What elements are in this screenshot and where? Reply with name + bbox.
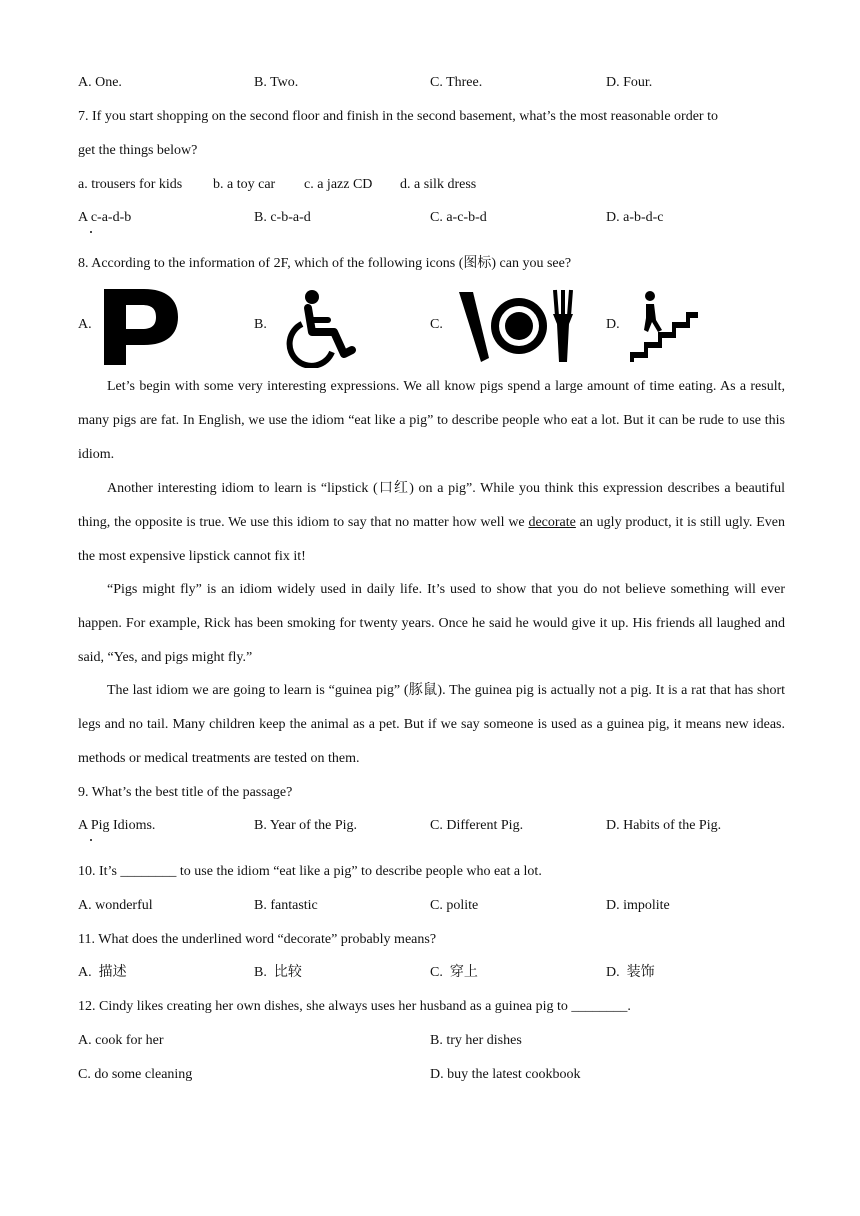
q7-option-a: A c-a-d-b xyxy=(78,210,132,225)
q7-stem-line2: get the things below? xyxy=(78,143,198,158)
q6-option-b: B. Two. xyxy=(254,75,299,90)
q11-option-d: D. 装饰 xyxy=(606,965,655,980)
q7-item-b: b. a toy car xyxy=(213,177,276,192)
q7-item-c: c. a jazz CD xyxy=(304,177,373,192)
passage-paragraph-2: Another interesting idiom to learn is “lipstick (口红) on a pig”. While you think this expression describes a beautiful thing, the opposite is true. We use this idiom to say that no matter how well we decorate an ugly product, it is still ugly. Even the most expensive lipstick cannot fix it! xyxy=(78,481,785,564)
wheelchair-icon xyxy=(278,288,364,368)
q9-option-d: D. Habits of the Pig. xyxy=(606,818,722,833)
passage-paragraph-3: “Pigs might fly” is an idiom widely used in daily life. It’s used to show that you do not believe something will ever happen. For example, Rick has been smoking for twenty years. Once he said he would give it up. His friends all laughed and said, “Yes, and pigs might fly.” xyxy=(78,582,785,665)
q9-option-a: A Pig Idioms. xyxy=(78,818,156,833)
stairs-icon xyxy=(628,290,700,364)
q9-stem: 9. What’s the best title of the passage? xyxy=(78,785,293,800)
q7-stem-line1: 7. If you start shopping on the second floor and finish in the second basement, what’s the most reasonable order to xyxy=(78,109,718,124)
parking-icon xyxy=(100,285,180,367)
q11-option-a: A. 描述 xyxy=(78,965,127,980)
q6-option-d: D. Four. xyxy=(606,75,653,90)
q10-option-d: D. impolite xyxy=(606,898,670,913)
q8-stem: 8. According to the information of 2F, which of the following icons (图标) can you see? xyxy=(78,256,572,271)
q9-option-c: C. Different Pig. xyxy=(430,818,524,833)
restaurant-icon xyxy=(455,286,579,364)
q10-option-a: A. wonderful xyxy=(78,898,153,913)
q8-label-b: B. xyxy=(254,317,267,332)
q12-option-b: B. try her dishes xyxy=(430,1033,522,1048)
q7-option-c: C. a-c-b-d xyxy=(430,210,487,225)
q8-label-c: C. xyxy=(430,317,443,332)
passage-paragraph-4: The last idiom we are going to learn is “guinea pig” (豚鼠). The guinea pig is actually not a pig. It is a rat that has short legs and no tail. Many children keep the animal as a pet. But if we say someone is used as a guinea pig, it means new ideas. methods or medical treatments are tested on them. xyxy=(78,683,785,766)
q8-label-d: D. xyxy=(606,317,620,332)
q10-option-c: C. polite xyxy=(430,898,479,913)
q12-stem: 12. Cindy likes creating her own dishes, she always uses her husband as a guinea pig to ________. xyxy=(78,999,631,1014)
q10-stem: 10. It’s ________ to use the idiom “eat like a pig” to describe people who eat a lot. xyxy=(78,864,542,879)
q8-label-a: A. xyxy=(78,317,92,332)
q6-option-c: C. Three. xyxy=(430,75,483,90)
q10-option-b: B. fantastic xyxy=(254,898,318,913)
q11-stem: 11. What does the underlined word “decorate” probably means? xyxy=(78,932,437,947)
q7-option-b: B. c-b-a-d xyxy=(254,210,311,225)
q11-option-c: C. 穿上 xyxy=(430,965,478,980)
q7-item-d: d. a silk dress xyxy=(400,177,477,192)
q12-option-d: D. buy the latest cookbook xyxy=(430,1067,581,1082)
passage-paragraph-1: Let’s begin with some very interesting expressions. We all know pigs spend a large amount of time eating. As a result, many pigs are fat. In English, we use the idiom “eat like a pig” to describe people who eat a lot. But it can be rude to use this idiom. xyxy=(78,379,785,462)
underlined-word: decorate xyxy=(528,515,576,530)
q11-option-b: B. 比较 xyxy=(254,965,302,980)
q12-option-c: C. do some cleaning xyxy=(78,1067,193,1082)
q7-item-a: a. trousers for kids xyxy=(78,177,183,192)
q12-option-a: A. cook for her xyxy=(78,1033,164,1048)
q7-option-d: D. a-b-d-c xyxy=(606,210,664,225)
q9-option-b: B. Year of the Pig. xyxy=(254,818,358,833)
q6-option-a: A. One. xyxy=(78,75,122,90)
